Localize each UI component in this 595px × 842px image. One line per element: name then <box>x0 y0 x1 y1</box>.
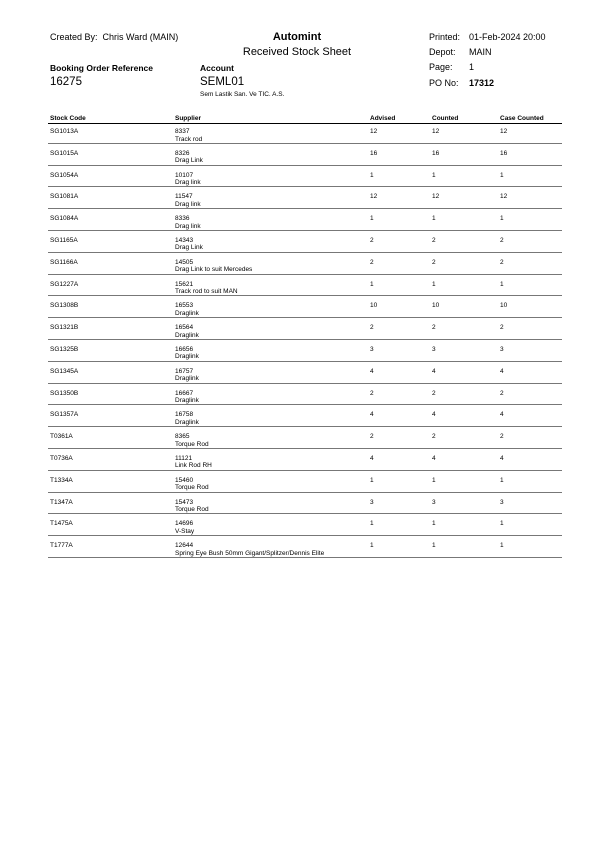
supplier-cell <box>175 128 202 143</box>
stock-code-cell: SG1165A <box>50 236 78 244</box>
stock-code-cell: SG1015A <box>50 149 79 157</box>
supplier-cell <box>175 433 209 448</box>
col-stock-code: Stock Code <box>50 115 86 122</box>
page-value: 1 <box>469 62 475 72</box>
supplier-number: 15473 <box>175 498 194 506</box>
stock-code-cell: SG1345A <box>50 367 79 375</box>
stock-code-cell: T1475A <box>50 520 73 528</box>
supplier-number: 8326 <box>175 149 190 157</box>
case-counted-cell: 3 <box>500 345 504 353</box>
counted-cell: 10 <box>432 302 440 310</box>
table-row <box>0 384 595 406</box>
supplier-number: 16564 <box>175 324 194 332</box>
stock-code-cell: T1334A <box>50 476 73 484</box>
counted-cell: 12 <box>432 193 440 201</box>
supplier-number: 16757 <box>175 367 194 375</box>
item-description: Drag Link <box>175 157 203 165</box>
stock-code-cell: SG1081A <box>50 193 79 201</box>
stock-code-cell: SG1054A <box>50 171 79 179</box>
supplier-cell <box>175 172 201 187</box>
advised-cell: 2 <box>370 433 374 441</box>
supplier-cell <box>175 215 201 230</box>
booking-ref-value: 16275 <box>50 76 82 88</box>
item-description: Drag link <box>175 222 201 230</box>
advised-cell: 4 <box>370 411 374 419</box>
created-by-value: Chris Ward (MAIN) <box>102 32 179 42</box>
advised-cell: 4 <box>370 454 374 462</box>
supplier-number: 14696 <box>175 520 194 528</box>
supplier-cell <box>175 455 212 470</box>
supplier-number: 10107 <box>175 171 194 179</box>
counted-cell: 2 <box>432 258 436 266</box>
counted-cell: 3 <box>432 345 436 353</box>
account-label: Account <box>200 63 234 73</box>
supplier-number: 16667 <box>175 389 194 397</box>
item-description: Torque Rod <box>175 484 209 492</box>
supplier-cell <box>175 542 324 557</box>
supplier-cell <box>175 281 238 296</box>
table-row <box>0 209 595 231</box>
supplier-number: 16758 <box>175 411 194 419</box>
case-counted-cell: 16 <box>500 149 508 157</box>
supplier-cell <box>175 150 203 165</box>
stock-code-cell: SG1084A <box>50 215 79 223</box>
counted-cell: 12 <box>432 128 440 135</box>
stock-code-cell: SG1166A <box>50 258 78 266</box>
table-row <box>0 187 595 209</box>
table-row <box>0 275 595 297</box>
item-description: Draglink <box>175 331 199 339</box>
case-counted-cell: 1 <box>500 215 504 223</box>
supplier-number: 8337 <box>175 128 190 135</box>
counted-cell: 2 <box>432 433 436 441</box>
advised-cell: 12 <box>370 193 378 201</box>
case-counted-cell: 1 <box>500 280 504 288</box>
advised-cell: 3 <box>370 498 374 506</box>
stock-code-cell: SG1357A <box>50 411 79 419</box>
advised-cell: 4 <box>370 367 374 375</box>
table-row <box>0 340 595 362</box>
supplier-cell <box>175 324 199 339</box>
depot-label: Depot: <box>429 47 456 57</box>
counted-cell: 16 <box>432 149 440 157</box>
advised-cell: 1 <box>370 171 374 179</box>
advised-cell: 1 <box>370 520 374 528</box>
company-name: Automint <box>272 31 322 43</box>
table-row <box>0 449 595 471</box>
supplier-number: 15460 <box>175 476 194 484</box>
supplier-number: 16553 <box>175 302 194 310</box>
case-counted-cell: 12 <box>500 128 508 135</box>
booking-ref-label: Booking Order Reference <box>50 63 153 73</box>
account-code: SEML01 <box>200 76 245 88</box>
row-divider <box>48 557 562 558</box>
case-counted-cell: 1 <box>500 520 504 528</box>
stock-code-cell: SG1325B <box>50 345 79 353</box>
counted-cell: 1 <box>432 280 436 288</box>
supplier-cell <box>175 390 199 405</box>
counted-cell: 1 <box>432 542 436 550</box>
item-description: Link Rod RH <box>175 462 212 470</box>
item-description: Draglink <box>175 418 199 426</box>
case-counted-cell: 1 <box>500 476 504 484</box>
item-description: Drag link <box>175 200 201 208</box>
case-counted-cell: 1 <box>500 171 504 179</box>
created-by-label: Created By: <box>50 32 98 42</box>
stock-code-cell: T1347A <box>50 498 73 506</box>
stock-code-cell: SG1350B <box>50 389 79 397</box>
stock-code-cell: T0361A <box>50 433 73 441</box>
supplier-number: 11547 <box>175 193 193 201</box>
po-label: PO No: <box>429 78 459 88</box>
advised-cell: 1 <box>370 476 374 484</box>
table-row <box>0 427 595 449</box>
supplier-number: 8336 <box>175 215 190 223</box>
table-row <box>0 362 595 384</box>
supplier-number: 12644 <box>175 542 194 550</box>
counted-cell: 4 <box>432 367 436 375</box>
advised-cell: 1 <box>370 542 374 550</box>
stock-code-cell: SG1227A <box>50 280 79 288</box>
table-row <box>0 122 595 144</box>
page-label: Page: <box>429 62 453 72</box>
advised-cell: 12 <box>370 128 378 135</box>
counted-cell: 4 <box>432 454 436 462</box>
case-counted-cell: 2 <box>500 258 504 266</box>
supplier-cell <box>175 259 252 274</box>
counted-cell: 1 <box>432 171 436 179</box>
stock-code-cell: T0736A <box>50 454 73 462</box>
table-row <box>0 318 595 340</box>
counted-cell: 2 <box>432 389 436 397</box>
item-description: Draglink <box>175 309 199 317</box>
item-description: Track rod <box>175 135 203 143</box>
item-description: Draglink <box>175 375 199 383</box>
col-supplier: Supplier <box>175 115 202 122</box>
case-counted-cell: 2 <box>500 389 504 397</box>
supplier-cell <box>175 520 194 535</box>
advised-cell: 1 <box>370 215 374 223</box>
counted-cell: 1 <box>432 215 436 223</box>
item-description: Spring Eye Bush 50mm Gigant/Splitzer/Dennis Elite <box>175 549 325 557</box>
counted-cell: 2 <box>432 324 436 332</box>
item-description: Draglink <box>175 353 199 361</box>
case-counted-cell: 1 <box>500 542 504 550</box>
supplier-cell <box>175 302 199 317</box>
supplier-cell <box>175 237 203 252</box>
stock-code-cell: SG1308B <box>50 302 79 310</box>
table-row <box>0 144 595 166</box>
stock-table-body <box>0 122 595 558</box>
item-description: Drag Link <box>175 244 203 252</box>
col-case-counted: Case Counted <box>500 115 544 122</box>
item-description: Track rod to suit MAN <box>175 288 238 296</box>
supplier-cell <box>175 346 199 361</box>
table-row <box>0 514 595 536</box>
supplier-number: 11121 <box>175 454 193 462</box>
table-row <box>0 493 595 515</box>
table-row <box>0 471 595 493</box>
printed-value: 01-Feb-2024 20:00 <box>469 32 546 42</box>
advised-cell: 2 <box>370 324 374 332</box>
table-row <box>0 253 595 275</box>
advised-cell: 1 <box>370 280 374 288</box>
case-counted-cell: 4 <box>500 411 504 419</box>
account-name: Sem Lastik San. Ve TIC. A.S. <box>200 91 285 98</box>
counted-cell: 4 <box>432 411 436 419</box>
item-description: Torque Rod <box>175 506 209 514</box>
stock-code-cell: T1777A <box>50 542 73 550</box>
table-row <box>0 536 595 558</box>
supplier-number: 16656 <box>175 345 194 353</box>
item-description: Drag Link to suit Mercedes <box>175 266 253 274</box>
supplier-number: 14505 <box>175 258 194 266</box>
col-counted: Counted <box>432 115 459 122</box>
po-value: 17312 <box>469 78 495 88</box>
advised-cell: 2 <box>370 236 374 244</box>
supplier-cell <box>175 499 209 514</box>
counted-cell: 1 <box>432 520 436 528</box>
supplier-number: 8365 <box>175 433 190 441</box>
case-counted-cell: 3 <box>500 498 504 506</box>
table-row <box>0 231 595 253</box>
created-by <box>50 32 178 42</box>
printed-label: Printed: <box>429 32 461 42</box>
stock-code-cell: SG1321B <box>50 324 79 332</box>
case-counted-cell: 2 <box>500 236 504 244</box>
advised-cell: 2 <box>370 389 374 397</box>
counted-cell: 3 <box>432 498 436 506</box>
supplier-number: 14343 <box>175 236 194 244</box>
case-counted-cell: 10 <box>500 302 508 310</box>
case-counted-cell: 4 <box>500 367 504 375</box>
case-counted-cell: 2 <box>500 324 504 332</box>
counted-cell: 2 <box>432 236 436 244</box>
advised-cell: 10 <box>370 302 378 310</box>
table-row <box>0 405 595 427</box>
case-counted-cell: 12 <box>500 193 508 201</box>
table-row <box>0 296 595 318</box>
document-title: Received Stock Sheet <box>242 46 352 58</box>
item-description: Drag link <box>175 179 201 187</box>
item-description: V-Stay <box>175 527 195 535</box>
supplier-cell <box>175 193 201 208</box>
supplier-cell <box>175 477 209 492</box>
advised-cell: 3 <box>370 345 374 353</box>
stock-code-cell: SG1013A <box>50 128 79 135</box>
advised-cell: 16 <box>370 149 378 157</box>
item-description: Torque Rod <box>175 440 209 448</box>
supplier-cell <box>175 368 199 383</box>
advised-cell: 2 <box>370 258 374 266</box>
col-advised: Advised <box>370 115 396 122</box>
supplier-number: 15621 <box>175 280 194 288</box>
table-row <box>0 166 595 188</box>
supplier-cell <box>175 411 199 426</box>
depot-value: MAIN <box>469 47 492 57</box>
case-counted-cell: 2 <box>500 433 504 441</box>
counted-cell: 1 <box>432 476 436 484</box>
item-description: Draglink <box>175 397 199 405</box>
case-counted-cell: 4 <box>500 454 504 462</box>
